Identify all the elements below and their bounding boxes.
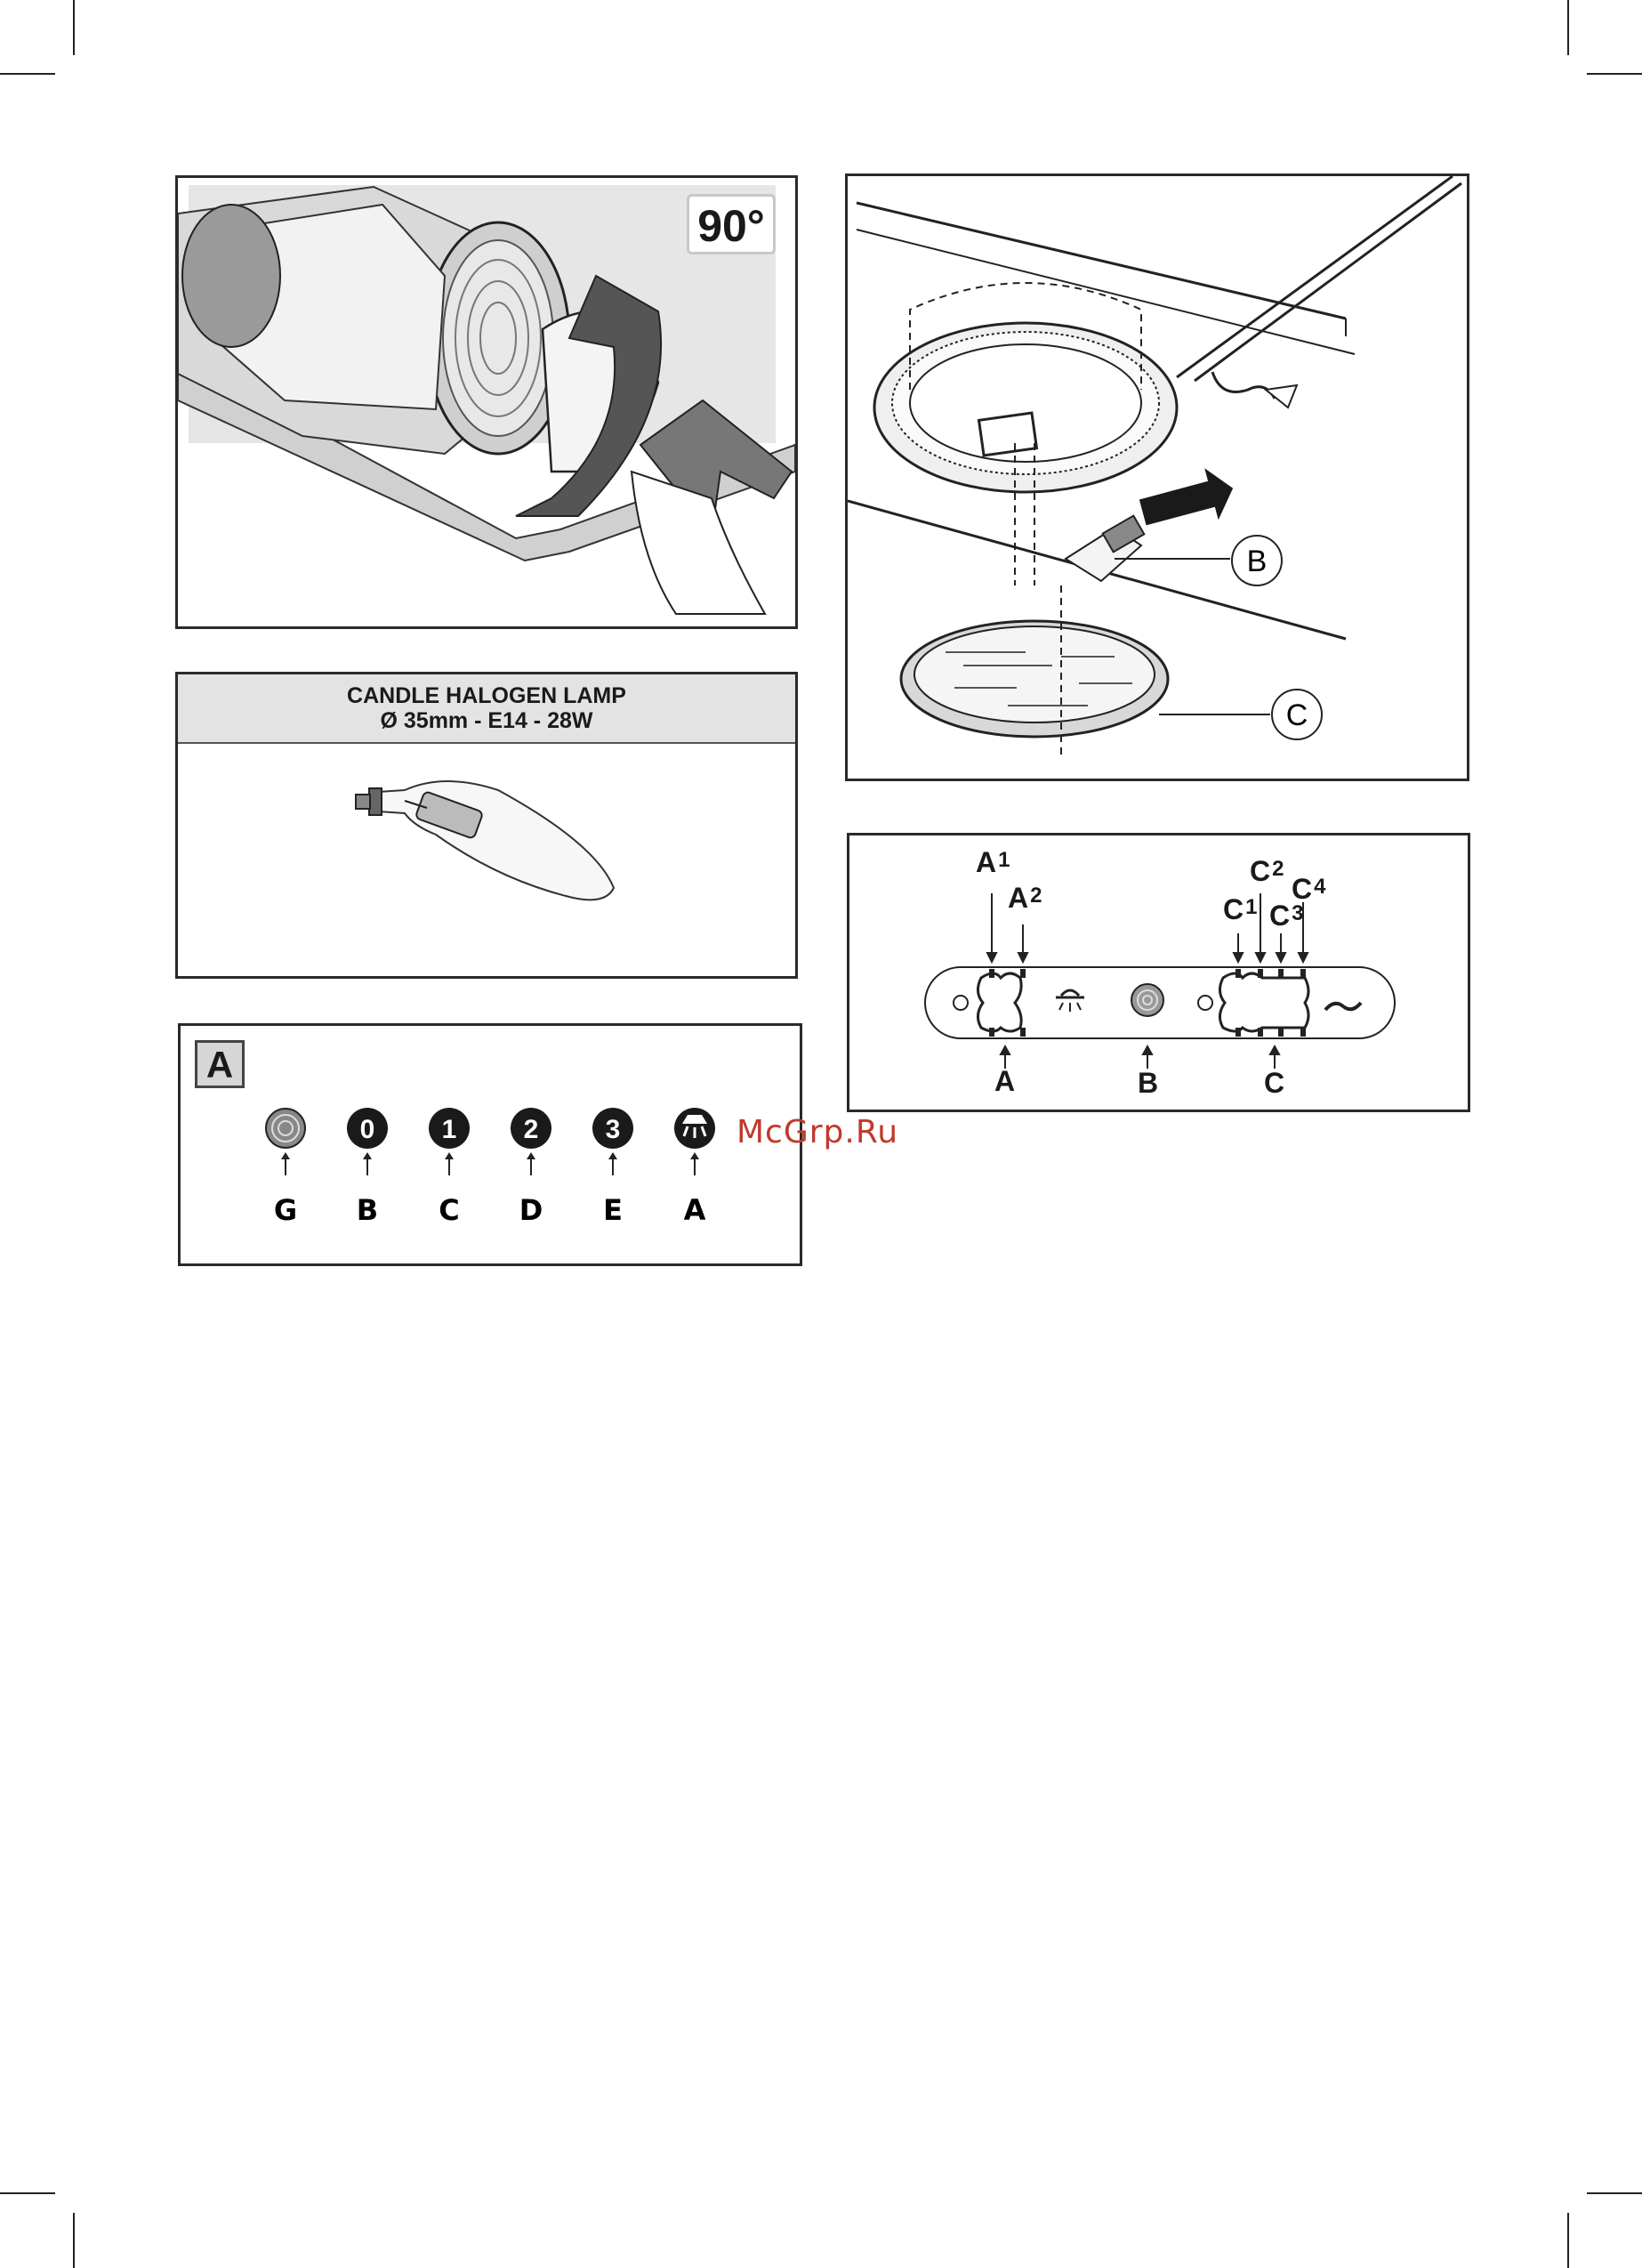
lamp-replacement-panel xyxy=(845,174,1469,781)
switch-diagram-panel xyxy=(847,833,1470,1112)
svg-text:0: 0 xyxy=(359,1115,375,1144)
crop-mark xyxy=(0,2192,55,2194)
lamp-type-text: CANDLE HALOGEN LAMP xyxy=(347,683,626,708)
rotation-illustration-panel xyxy=(175,175,798,629)
key-g xyxy=(266,1109,305,1175)
svg-text:E: E xyxy=(603,1193,623,1227)
key-e xyxy=(592,1108,633,1175)
crop-mark xyxy=(0,73,55,75)
label-a1: $A_1$ xyxy=(976,846,1010,878)
label-c2: $C_2$ xyxy=(1250,855,1284,887)
callout-b-label: B xyxy=(1246,545,1268,578)
halogen-bulb xyxy=(1066,516,1144,581)
key-c xyxy=(429,1108,470,1175)
watermark: McGrp.Ru xyxy=(736,1114,899,1150)
svg-text:1: 1 xyxy=(441,1115,457,1144)
control-keys-diagram xyxy=(181,1026,800,1263)
svg-text:2: 2 xyxy=(523,1115,539,1144)
label-a2: $A_2$ xyxy=(1008,882,1042,914)
label-bottom-b: B xyxy=(1138,1067,1159,1099)
svg-text:3: 3 xyxy=(605,1115,621,1144)
svg-text:D: D xyxy=(519,1193,543,1227)
control-keys-panel xyxy=(178,1023,802,1266)
svg-text:C: C xyxy=(439,1193,460,1227)
switch-diagram xyxy=(849,835,1468,1110)
crop-mark xyxy=(1567,2213,1569,2268)
label-bottom-a: A xyxy=(994,1065,1016,1097)
lamp-rating-text: Ø 35mm - E14 - 28W xyxy=(380,708,593,733)
spiral-knob-icon xyxy=(1131,984,1163,1016)
label-c1: $C_1$ xyxy=(1223,893,1258,925)
crop-mark xyxy=(73,2213,75,2268)
lamp-spec-panel xyxy=(175,672,798,979)
key-b xyxy=(347,1108,388,1175)
svg-text:A: A xyxy=(683,1193,706,1227)
svg-text:G: G xyxy=(273,1193,298,1227)
crop-mark xyxy=(1587,73,1642,75)
label-bottom-c: C xyxy=(1264,1067,1285,1099)
key-a xyxy=(674,1108,715,1175)
lamp-spec-title xyxy=(178,674,795,744)
label-c4: $C_4$ xyxy=(1292,873,1326,905)
crop-mark xyxy=(1567,0,1569,55)
svg-text:B: B xyxy=(356,1193,379,1227)
crop-mark xyxy=(73,0,75,55)
label-c3: $C_3$ xyxy=(1269,900,1304,932)
rotation-angle-badge: 90° xyxy=(687,194,776,254)
key-d xyxy=(511,1108,551,1175)
lamp-replacement-illustration xyxy=(848,176,1467,779)
crop-mark xyxy=(1587,2192,1642,2194)
panel-tag: A xyxy=(195,1040,245,1088)
candle-lamp-illustration xyxy=(178,746,795,977)
callout-c-label: C xyxy=(1285,698,1308,732)
